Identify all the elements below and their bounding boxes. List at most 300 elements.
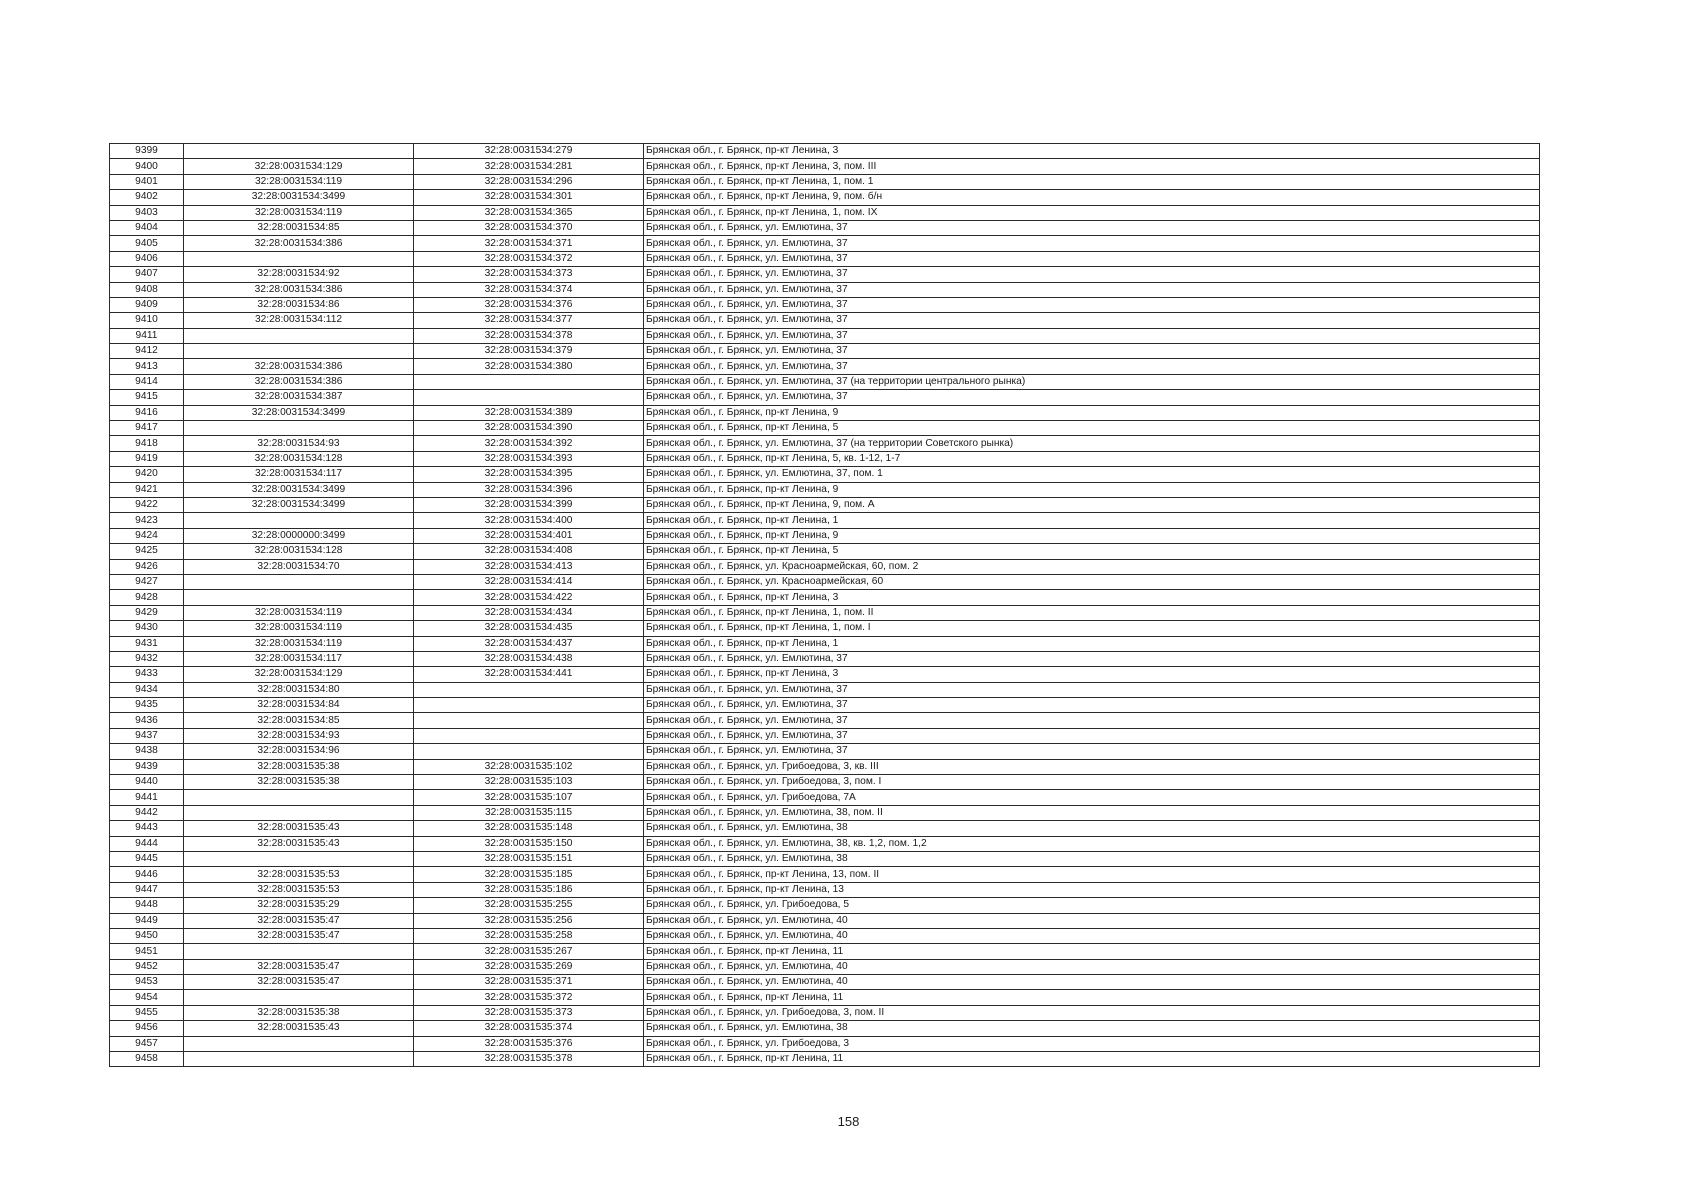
parent-cadastral-number-cell: 32:28:0031534:119 bbox=[184, 205, 414, 220]
row-number-cell: 9427 bbox=[110, 574, 184, 589]
row-number-cell: 9401 bbox=[110, 174, 184, 189]
cadastral-number-cell: 32:28:0031534:372 bbox=[414, 251, 644, 266]
row-number-cell: 9450 bbox=[110, 928, 184, 943]
table-row bbox=[110, 682, 1540, 697]
row-number-cell: 9407 bbox=[110, 267, 184, 282]
cadastral-number-cell: 32:28:0031534:279 bbox=[414, 144, 644, 159]
address-cell: Брянская обл., г. Брянск, пр-кт Ленина, 3 bbox=[644, 590, 1540, 605]
parent-cadastral-number-cell bbox=[184, 1052, 414, 1067]
parent-cadastral-number-cell: 32:28:0031535:53 bbox=[184, 867, 414, 882]
address-cell: Брянская обл., г. Брянск, пр-кт Ленина, 1, пом. 1 bbox=[644, 174, 1540, 189]
address-cell: Брянская обл., г. Брянск, ул. Емлютина, 37 bbox=[644, 297, 1540, 312]
cadastral-number-cell: 32:28:0031534:435 bbox=[414, 621, 644, 636]
table-row bbox=[110, 282, 1540, 297]
table-row bbox=[110, 898, 1540, 913]
row-number-cell: 9410 bbox=[110, 313, 184, 328]
parent-cadastral-number-cell: 32:28:0031535:38 bbox=[184, 759, 414, 774]
table-row bbox=[110, 821, 1540, 836]
table-row bbox=[110, 805, 1540, 820]
table-row bbox=[110, 436, 1540, 451]
table-row bbox=[110, 421, 1540, 436]
cadastral-number-cell: 32:28:0031535:186 bbox=[414, 882, 644, 897]
parent-cadastral-number-cell bbox=[184, 144, 414, 159]
address-cell: Брянская обл., г. Брянск, пр-кт Ленина, 3, пом. III bbox=[644, 159, 1540, 174]
address-cell: Брянская обл., г. Брянск, ул. Емлютина, 38, пом. II bbox=[644, 805, 1540, 820]
parent-cadastral-number-cell bbox=[184, 851, 414, 866]
address-cell: Брянская обл., г. Брянск, ул. Емлютина, 37 bbox=[644, 344, 1540, 359]
row-number-cell: 9458 bbox=[110, 1052, 184, 1067]
table-row bbox=[110, 220, 1540, 235]
row-number-cell: 9453 bbox=[110, 975, 184, 990]
cadastral-number-cell bbox=[414, 682, 644, 697]
table-row bbox=[110, 313, 1540, 328]
parent-cadastral-number-cell: 32:28:0031534:93 bbox=[184, 728, 414, 743]
parent-cadastral-number-cell: 32:28:0031534:3499 bbox=[184, 482, 414, 497]
row-number-cell: 9436 bbox=[110, 713, 184, 728]
address-cell: Брянская обл., г. Брянск, ул. Емлютина, 37 bbox=[644, 713, 1540, 728]
row-number-cell: 9435 bbox=[110, 698, 184, 713]
parent-cadastral-number-cell: 32:28:0031534:386 bbox=[184, 282, 414, 297]
address-cell: Брянская обл., г. Брянск, ул. Емлютина, 40 bbox=[644, 928, 1540, 943]
row-number-cell: 9404 bbox=[110, 220, 184, 235]
address-cell: Брянская обл., г. Брянск, ул. Емлютина, 37 bbox=[644, 744, 1540, 759]
parent-cadastral-number-cell: 32:28:0031534:93 bbox=[184, 436, 414, 451]
parent-cadastral-number-cell: 32:28:0031534:86 bbox=[184, 297, 414, 312]
table-row bbox=[110, 1052, 1540, 1067]
cadastral-number-cell: 32:28:0031534:399 bbox=[414, 497, 644, 512]
cadastral-number-cell: 32:28:0031534:434 bbox=[414, 605, 644, 620]
address-cell: Брянская обл., г. Брянск, ул. Емлютина, 40 bbox=[644, 913, 1540, 928]
table-row bbox=[110, 497, 1540, 512]
row-number-cell: 9413 bbox=[110, 359, 184, 374]
parent-cadastral-number-cell: 32:28:0031535:47 bbox=[184, 928, 414, 943]
cadastral-number-cell: 32:28:0031534:437 bbox=[414, 636, 644, 651]
table-row bbox=[110, 144, 1540, 159]
address-cell: Брянская обл., г. Брянск, ул. Емлютина, 37 bbox=[644, 682, 1540, 697]
row-number-cell: 9457 bbox=[110, 1036, 184, 1051]
parent-cadastral-number-cell: 32:28:0031534:85 bbox=[184, 220, 414, 235]
address-cell: Брянская обл., г. Брянск, ул. Емлютина, 37 bbox=[644, 651, 1540, 666]
cadastral-number-cell: 32:28:0031534:392 bbox=[414, 436, 644, 451]
parent-cadastral-number-cell: 32:28:0031534:129 bbox=[184, 159, 414, 174]
cadastral-number-cell: 32:28:0031534:396 bbox=[414, 482, 644, 497]
parent-cadastral-number-cell bbox=[184, 344, 414, 359]
table-row bbox=[110, 944, 1540, 959]
table-row bbox=[110, 1021, 1540, 1036]
cadastral-number-cell: 32:28:0031535:185 bbox=[414, 867, 644, 882]
parent-cadastral-number-cell: 32:28:0031534:117 bbox=[184, 467, 414, 482]
row-number-cell: 9409 bbox=[110, 297, 184, 312]
address-cell: Брянская обл., г. Брянск, ул. Емлютина, 37 bbox=[644, 359, 1540, 374]
row-number-cell: 9402 bbox=[110, 190, 184, 205]
address-cell: Брянская обл., г. Брянск, пр-кт Ленина, 9 bbox=[644, 482, 1540, 497]
table-row bbox=[110, 467, 1540, 482]
parent-cadastral-number-cell: 32:28:0031534:119 bbox=[184, 621, 414, 636]
table-row bbox=[110, 775, 1540, 790]
table-row bbox=[110, 359, 1540, 374]
cadastral-number-cell bbox=[414, 698, 644, 713]
row-number-cell: 9443 bbox=[110, 821, 184, 836]
row-number-cell: 9433 bbox=[110, 667, 184, 682]
table-row bbox=[110, 251, 1540, 266]
table-row bbox=[110, 574, 1540, 589]
row-number-cell: 9434 bbox=[110, 682, 184, 697]
row-number-cell: 9441 bbox=[110, 790, 184, 805]
cadastral-number-cell: 32:28:0031534:370 bbox=[414, 220, 644, 235]
table-row bbox=[110, 297, 1540, 312]
table-row bbox=[110, 236, 1540, 251]
address-cell: Брянская обл., г. Брянск, пр-кт Ленина, 5 bbox=[644, 421, 1540, 436]
row-number-cell: 9445 bbox=[110, 851, 184, 866]
cadastral-number-cell: 32:28:0031535:258 bbox=[414, 928, 644, 943]
property-registry-table bbox=[109, 143, 1540, 1067]
cadastral-number-cell: 32:28:0031534:380 bbox=[414, 359, 644, 374]
parent-cadastral-number-cell: 32:28:0031535:43 bbox=[184, 836, 414, 851]
parent-cadastral-number-cell bbox=[184, 805, 414, 820]
cadastral-number-cell: 32:28:0031535:378 bbox=[414, 1052, 644, 1067]
table-row bbox=[110, 528, 1540, 543]
row-number-cell: 9423 bbox=[110, 513, 184, 528]
row-number-cell: 9430 bbox=[110, 621, 184, 636]
parent-cadastral-number-cell: 32:28:0031535:38 bbox=[184, 1005, 414, 1020]
row-number-cell: 9425 bbox=[110, 544, 184, 559]
parent-cadastral-number-cell: 32:28:0031534:3499 bbox=[184, 497, 414, 512]
row-number-cell: 9406 bbox=[110, 251, 184, 266]
address-cell: Брянская обл., г. Брянск, пр-кт Ленина, 9, пом. А bbox=[644, 497, 1540, 512]
address-cell: Брянская обл., г. Брянск, ул. Емлютина, 37 bbox=[644, 267, 1540, 282]
cadastral-number-cell: 32:28:0031535:103 bbox=[414, 775, 644, 790]
row-number-cell: 9451 bbox=[110, 944, 184, 959]
parent-cadastral-number-cell: 32:28:0031534:80 bbox=[184, 682, 414, 697]
row-number-cell: 9447 bbox=[110, 882, 184, 897]
table-row bbox=[110, 1036, 1540, 1051]
table-row bbox=[110, 559, 1540, 574]
row-number-cell: 9432 bbox=[110, 651, 184, 666]
cadastral-number-cell bbox=[414, 374, 644, 389]
cadastral-number-cell: 32:28:0031534:374 bbox=[414, 282, 644, 297]
cadastral-number-cell: 32:28:0031534:301 bbox=[414, 190, 644, 205]
parent-cadastral-number-cell: 32:28:0031534:386 bbox=[184, 374, 414, 389]
address-cell: Брянская обл., г. Брянск, пр-кт Ленина, 1 bbox=[644, 513, 1540, 528]
table-row bbox=[110, 451, 1540, 466]
address-cell: Брянская обл., г. Брянск, ул. Емлютина, 37 bbox=[644, 698, 1540, 713]
table-row bbox=[110, 513, 1540, 528]
parent-cadastral-number-cell bbox=[184, 421, 414, 436]
cadastral-number-cell: 32:28:0031534:422 bbox=[414, 590, 644, 605]
table-row bbox=[110, 159, 1540, 174]
row-number-cell: 9420 bbox=[110, 467, 184, 482]
cadastral-number-cell: 32:28:0031535:256 bbox=[414, 913, 644, 928]
cadastral-number-cell bbox=[414, 713, 644, 728]
address-cell: Брянская обл., г. Брянск, ул. Емлютина, 38 bbox=[644, 851, 1540, 866]
address-cell: Брянская обл., г. Брянск, ул. Емлютина, 37 (на территории центрального рынка) bbox=[644, 374, 1540, 389]
page-number: 158 bbox=[837, 1114, 860, 1129]
parent-cadastral-number-cell: 32:28:0031535:43 bbox=[184, 821, 414, 836]
parent-cadastral-number-cell bbox=[184, 790, 414, 805]
row-number-cell: 9422 bbox=[110, 497, 184, 512]
parent-cadastral-number-cell: 32:28:0031534:119 bbox=[184, 636, 414, 651]
table-row bbox=[110, 374, 1540, 389]
table-row bbox=[110, 482, 1540, 497]
table-row bbox=[110, 990, 1540, 1005]
parent-cadastral-number-cell: 32:28:0031535:43 bbox=[184, 1021, 414, 1036]
cadastral-number-cell: 32:28:0031535:376 bbox=[414, 1036, 644, 1051]
cadastral-number-cell: 32:28:0031534:413 bbox=[414, 559, 644, 574]
address-cell: Брянская обл., г. Брянск, пр-кт Ленина, 5 bbox=[644, 544, 1540, 559]
address-cell: Брянская обл., г. Брянск, ул. Грибоедова, 3, кв. III bbox=[644, 759, 1540, 774]
cadastral-number-cell: 32:28:0031534:379 bbox=[414, 344, 644, 359]
table-row bbox=[110, 190, 1540, 205]
parent-cadastral-number-cell: 32:28:0031534:96 bbox=[184, 744, 414, 759]
address-cell: Брянская обл., г. Брянск, ул. Емлютина, 37 (на территории Советского рынка) bbox=[644, 436, 1540, 451]
cadastral-number-cell: 32:28:0031535:150 bbox=[414, 836, 644, 851]
table-row bbox=[110, 174, 1540, 189]
table-row bbox=[110, 605, 1540, 620]
parent-cadastral-number-cell bbox=[184, 1036, 414, 1051]
cadastral-number-cell: 32:28:0031534:390 bbox=[414, 421, 644, 436]
cadastral-number-cell: 32:28:0031534:378 bbox=[414, 328, 644, 343]
table-row bbox=[110, 928, 1540, 943]
address-cell: Брянская обл., г. Брянск, пр-кт Ленина, 1, пом. II bbox=[644, 605, 1540, 620]
table-row bbox=[110, 667, 1540, 682]
parent-cadastral-number-cell: 32:28:0031535:53 bbox=[184, 882, 414, 897]
table-row bbox=[110, 1005, 1540, 1020]
parent-cadastral-number-cell: 32:28:0031534:386 bbox=[184, 236, 414, 251]
parent-cadastral-number-cell: 32:28:0031534:3499 bbox=[184, 405, 414, 420]
row-number-cell: 9429 bbox=[110, 605, 184, 620]
address-cell: Брянская обл., г. Брянск, пр-кт Ленина, 3 bbox=[644, 144, 1540, 159]
row-number-cell: 9416 bbox=[110, 405, 184, 420]
cadastral-number-cell bbox=[414, 728, 644, 743]
cadastral-number-cell: 32:28:0031534:438 bbox=[414, 651, 644, 666]
cadastral-number-cell: 32:28:0031535:373 bbox=[414, 1005, 644, 1020]
cadastral-number-cell: 32:28:0031535:148 bbox=[414, 821, 644, 836]
address-cell: Брянская обл., г. Брянск, ул. Емлютина, 37 bbox=[644, 313, 1540, 328]
cadastral-number-cell: 32:28:0031535:374 bbox=[414, 1021, 644, 1036]
table-row bbox=[110, 882, 1540, 897]
parent-cadastral-number-cell: 32:28:0000000:3499 bbox=[184, 528, 414, 543]
parent-cadastral-number-cell: 32:28:0031534:92 bbox=[184, 267, 414, 282]
table-row bbox=[110, 267, 1540, 282]
row-number-cell: 9440 bbox=[110, 775, 184, 790]
table-row bbox=[110, 713, 1540, 728]
table-row bbox=[110, 744, 1540, 759]
address-cell: Брянская обл., г. Брянск, пр-кт Ленина, 9, пом. б/н bbox=[644, 190, 1540, 205]
row-number-cell: 9417 bbox=[110, 421, 184, 436]
address-cell: Брянская обл., г. Брянск, пр-кт Ленина, 11 bbox=[644, 1052, 1540, 1067]
table-row bbox=[110, 344, 1540, 359]
table-row bbox=[110, 328, 1540, 343]
row-number-cell: 9426 bbox=[110, 559, 184, 574]
address-cell: Брянская обл., г. Брянск, пр-кт Ленина, 5, кв. 1-12, 1-7 bbox=[644, 451, 1540, 466]
cadastral-number-cell: 32:28:0031534:373 bbox=[414, 267, 644, 282]
cadastral-number-cell: 32:28:0031534:441 bbox=[414, 667, 644, 682]
row-number-cell: 9439 bbox=[110, 759, 184, 774]
registry-table-body bbox=[110, 144, 1540, 1067]
parent-cadastral-number-cell: 32:28:0031534:128 bbox=[184, 451, 414, 466]
table-row bbox=[110, 698, 1540, 713]
cadastral-number-cell: 32:28:0031534:414 bbox=[414, 574, 644, 589]
row-number-cell: 9403 bbox=[110, 205, 184, 220]
address-cell: Брянская обл., г. Брянск, ул. Грибоедова, 3, пом. I bbox=[644, 775, 1540, 790]
row-number-cell: 9449 bbox=[110, 913, 184, 928]
cadastral-number-cell: 32:28:0031535:371 bbox=[414, 975, 644, 990]
table-row bbox=[110, 390, 1540, 405]
row-number-cell: 9448 bbox=[110, 898, 184, 913]
address-cell: Брянская обл., г. Брянск, пр-кт Ленина, 13 bbox=[644, 882, 1540, 897]
table-row bbox=[110, 728, 1540, 743]
row-number-cell: 9424 bbox=[110, 528, 184, 543]
parent-cadastral-number-cell: 32:28:0031534:129 bbox=[184, 667, 414, 682]
table-row bbox=[110, 544, 1540, 559]
address-cell: Брянская обл., г. Брянск, ул. Грибоедова, 5 bbox=[644, 898, 1540, 913]
table-row bbox=[110, 790, 1540, 805]
row-number-cell: 9442 bbox=[110, 805, 184, 820]
cadastral-number-cell: 32:28:0031535:267 bbox=[414, 944, 644, 959]
table-row bbox=[110, 959, 1540, 974]
row-number-cell: 9444 bbox=[110, 836, 184, 851]
cadastral-number-cell: 32:28:0031534:395 bbox=[414, 467, 644, 482]
row-number-cell: 9400 bbox=[110, 159, 184, 174]
address-cell: Брянская обл., г. Брянск, пр-кт Ленина, 11 bbox=[644, 990, 1540, 1005]
row-number-cell: 9446 bbox=[110, 867, 184, 882]
row-number-cell: 9455 bbox=[110, 1005, 184, 1020]
address-cell: Брянская обл., г. Брянск, ул. Емлютина, 37 bbox=[644, 220, 1540, 235]
parent-cadastral-number-cell bbox=[184, 990, 414, 1005]
address-cell: Брянская обл., г. Брянск, ул. Емлютина, 40 bbox=[644, 959, 1540, 974]
parent-cadastral-number-cell: 32:28:0031534:84 bbox=[184, 698, 414, 713]
cadastral-number-cell: 32:28:0031535:372 bbox=[414, 990, 644, 1005]
cadastral-number-cell: 32:28:0031534:365 bbox=[414, 205, 644, 220]
parent-cadastral-number-cell: 32:28:0031535:29 bbox=[184, 898, 414, 913]
cadastral-number-cell: 32:28:0031535:255 bbox=[414, 898, 644, 913]
row-number-cell: 9414 bbox=[110, 374, 184, 389]
address-cell: Брянская обл., г. Брянск, ул. Емлютина, 38 bbox=[644, 1021, 1540, 1036]
row-number-cell: 9452 bbox=[110, 959, 184, 974]
parent-cadastral-number-cell: 32:28:0031534:119 bbox=[184, 605, 414, 620]
cadastral-number-cell: 32:28:0031534:389 bbox=[414, 405, 644, 420]
row-number-cell: 9421 bbox=[110, 482, 184, 497]
table-row bbox=[110, 836, 1540, 851]
address-cell: Брянская обл., г. Брянск, ул. Красноармейская, 60, пом. 2 bbox=[644, 559, 1540, 574]
row-number-cell: 9437 bbox=[110, 728, 184, 743]
address-cell: Брянская обл., г. Брянск, пр-кт Ленина, 13, пом. II bbox=[644, 867, 1540, 882]
parent-cadastral-number-cell bbox=[184, 574, 414, 589]
address-cell: Брянская обл., г. Брянск, пр-кт Ленина, 1 bbox=[644, 636, 1540, 651]
address-cell: Брянская обл., г. Брянск, ул. Емлютина, 37 bbox=[644, 282, 1540, 297]
cadastral-number-cell: 32:28:0031534:281 bbox=[414, 159, 644, 174]
cadastral-number-cell: 32:28:0031534:296 bbox=[414, 174, 644, 189]
address-cell: Брянская обл., г. Брянск, ул. Емлютина, 38 bbox=[644, 821, 1540, 836]
table-row bbox=[110, 621, 1540, 636]
table-row bbox=[110, 405, 1540, 420]
cadastral-number-cell bbox=[414, 390, 644, 405]
row-number-cell: 9399 bbox=[110, 144, 184, 159]
address-cell: Брянская обл., г. Брянск, ул. Емлютина, 38, кв. 1,2, пом. 1,2 bbox=[644, 836, 1540, 851]
address-cell: Брянская обл., г. Брянск, пр-кт Ленина, 1, пом. I bbox=[644, 621, 1540, 636]
cadastral-number-cell: 32:28:0031534:376 bbox=[414, 297, 644, 312]
parent-cadastral-number-cell: 32:28:0031534:112 bbox=[184, 313, 414, 328]
row-number-cell: 9456 bbox=[110, 1021, 184, 1036]
parent-cadastral-number-cell: 32:28:0031534:387 bbox=[184, 390, 414, 405]
parent-cadastral-number-cell: 32:28:0031534:85 bbox=[184, 713, 414, 728]
table-row bbox=[110, 913, 1540, 928]
table-row bbox=[110, 205, 1540, 220]
cadastral-number-cell: 32:28:0031534:408 bbox=[414, 544, 644, 559]
parent-cadastral-number-cell: 32:28:0031535:47 bbox=[184, 975, 414, 990]
address-cell: Брянская обл., г. Брянск, ул. Емлютина, 37 bbox=[644, 236, 1540, 251]
cadastral-number-cell: 32:28:0031535:151 bbox=[414, 851, 644, 866]
row-number-cell: 9415 bbox=[110, 390, 184, 405]
parent-cadastral-number-cell bbox=[184, 944, 414, 959]
cadastral-number-cell: 32:28:0031535:102 bbox=[414, 759, 644, 774]
address-cell: Брянская обл., г. Брянск, ул. Емлютина, 37 bbox=[644, 728, 1540, 743]
table-row bbox=[110, 867, 1540, 882]
parent-cadastral-number-cell: 32:28:0031534:70 bbox=[184, 559, 414, 574]
cadastral-number-cell: 32:28:0031535:115 bbox=[414, 805, 644, 820]
row-number-cell: 9405 bbox=[110, 236, 184, 251]
cadastral-number-cell: 32:28:0031534:401 bbox=[414, 528, 644, 543]
cadastral-number-cell: 32:28:0031534:400 bbox=[414, 513, 644, 528]
cadastral-number-cell: 32:28:0031534:371 bbox=[414, 236, 644, 251]
table-row bbox=[110, 759, 1540, 774]
row-number-cell: 9408 bbox=[110, 282, 184, 297]
parent-cadastral-number-cell bbox=[184, 328, 414, 343]
address-cell: Брянская обл., г. Брянск, ул. Красноармейская, 60 bbox=[644, 574, 1540, 589]
address-cell: Брянская обл., г. Брянск, пр-кт Ленина, 9 bbox=[644, 405, 1540, 420]
row-number-cell: 9412 bbox=[110, 344, 184, 359]
parent-cadastral-number-cell: 32:28:0031535:47 bbox=[184, 959, 414, 974]
table-row bbox=[110, 636, 1540, 651]
row-number-cell: 9418 bbox=[110, 436, 184, 451]
parent-cadastral-number-cell bbox=[184, 251, 414, 266]
parent-cadastral-number-cell: 32:28:0031534:128 bbox=[184, 544, 414, 559]
address-cell: Брянская обл., г. Брянск, ул. Емлютина, 37 bbox=[644, 328, 1540, 343]
address-cell: Брянская обл., г. Брянск, ул. Емлютина, 40 bbox=[644, 975, 1540, 990]
cadastral-number-cell: 32:28:0031535:107 bbox=[414, 790, 644, 805]
row-number-cell: 9454 bbox=[110, 990, 184, 1005]
parent-cadastral-number-cell: 32:28:0031534:119 bbox=[184, 174, 414, 189]
row-number-cell: 9428 bbox=[110, 590, 184, 605]
address-cell: Брянская обл., г. Брянск, ул. Емлютина, 37 bbox=[644, 390, 1540, 405]
address-cell: Брянская обл., г. Брянск, ул. Грибоедова, 7А bbox=[644, 790, 1540, 805]
parent-cadastral-number-cell: 32:28:0031534:117 bbox=[184, 651, 414, 666]
cadastral-number-cell: 32:28:0031535:269 bbox=[414, 959, 644, 974]
row-number-cell: 9431 bbox=[110, 636, 184, 651]
row-number-cell: 9411 bbox=[110, 328, 184, 343]
table-row bbox=[110, 851, 1540, 866]
parent-cadastral-number-cell: 32:28:0031534:3499 bbox=[184, 190, 414, 205]
parent-cadastral-number-cell: 32:28:0031535:38 bbox=[184, 775, 414, 790]
address-cell: Брянская обл., г. Брянск, пр-кт Ленина, 11 bbox=[644, 944, 1540, 959]
cadastral-number-cell: 32:28:0031534:377 bbox=[414, 313, 644, 328]
address-cell: Брянская обл., г. Брянск, пр-кт Ленина, 1, пом. IX bbox=[644, 205, 1540, 220]
table-row bbox=[110, 590, 1540, 605]
table-row bbox=[110, 651, 1540, 666]
table-row bbox=[110, 975, 1540, 990]
cadastral-number-cell: 32:28:0031534:393 bbox=[414, 451, 644, 466]
address-cell: Брянская обл., г. Брянск, пр-кт Ленина, 3 bbox=[644, 667, 1540, 682]
address-cell: Брянская обл., г. Брянск, пр-кт Ленина, 9 bbox=[644, 528, 1540, 543]
parent-cadastral-number-cell: 32:28:0031535:47 bbox=[184, 913, 414, 928]
address-cell: Брянская обл., г. Брянск, ул. Грибоедова, 3, пом. II bbox=[644, 1005, 1540, 1020]
address-cell: Брянская обл., г. Брянск, ул. Грибоедова, 3 bbox=[644, 1036, 1540, 1051]
parent-cadastral-number-cell bbox=[184, 513, 414, 528]
row-number-cell: 9438 bbox=[110, 744, 184, 759]
row-number-cell: 9419 bbox=[110, 451, 184, 466]
address-cell: Брянская обл., г. Брянск, ул. Емлютина, 37 bbox=[644, 251, 1540, 266]
parent-cadastral-number-cell bbox=[184, 590, 414, 605]
